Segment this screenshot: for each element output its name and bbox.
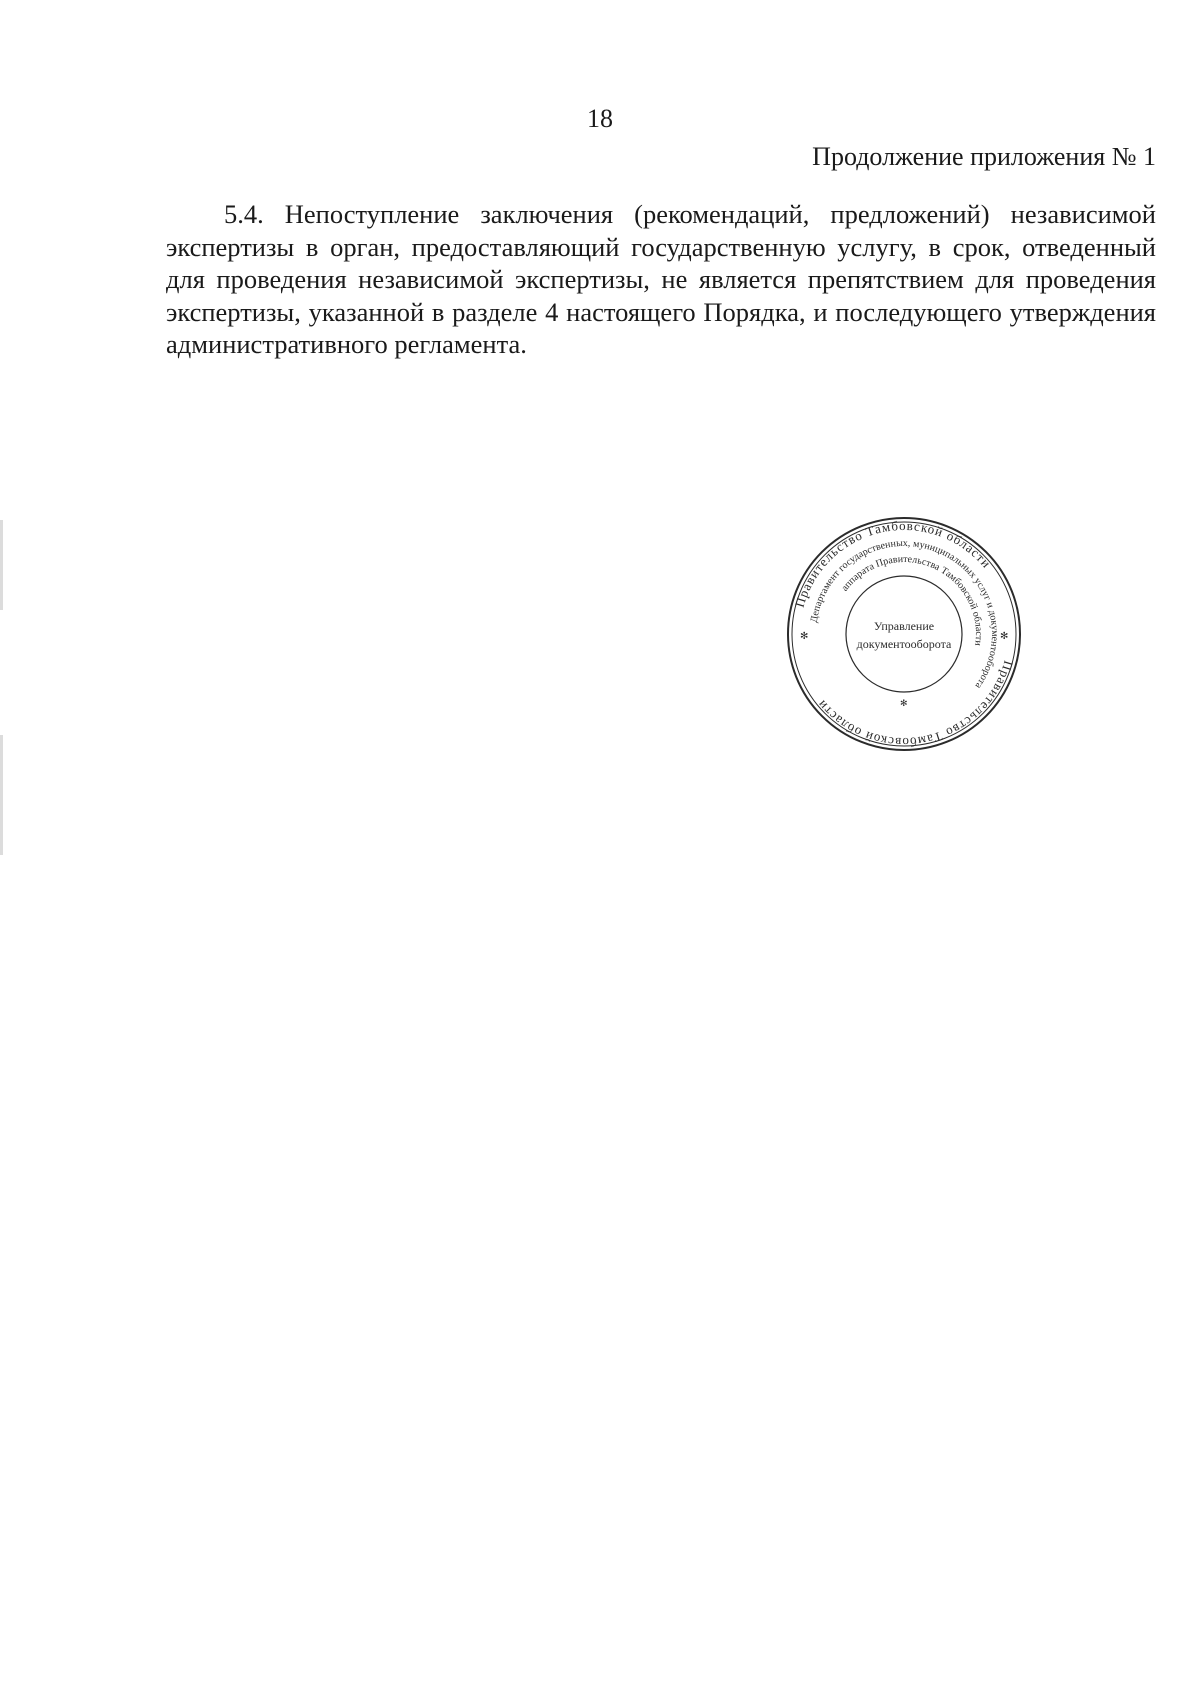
seal-center-line-1: Управление xyxy=(873,619,935,633)
seal-outer-text-bottom: Правительство Тамбовской области xyxy=(813,658,1017,751)
seal-graphic xyxy=(786,516,1022,752)
seal-star-bottom: ✻ xyxy=(900,698,908,708)
seal-inner-text: аппарата Правительства Тамбовской области xyxy=(839,553,985,647)
seal-center-line-2: документооборота xyxy=(856,637,952,651)
seal-outer-text-top: Правительство Тамбовской области xyxy=(791,517,995,610)
seal-star-right: ✻ xyxy=(1000,631,1009,642)
paragraph-5-4: 5.4. Непоступление заключения (рекомендаций, предложений) независимой экспертизы в орган, предоставляющий государственную услугу, в срок, отведенный для проведения независимой экспертизы, не является препятствием для проведения экспертизы, указанной в разделе 4 настоящего Порядка, и последующего утверждения административного регламента. xyxy=(166,199,1156,359)
seal-middle-text: Департамент государственных, муниципальных услуг и документооборота xyxy=(808,537,1001,691)
scan-edge-mark xyxy=(0,520,3,610)
seal-star-left: ✻ xyxy=(800,631,809,642)
page-number: 18 xyxy=(587,104,613,133)
scan-edge-mark xyxy=(0,735,3,855)
official-seal xyxy=(786,516,1022,752)
appendix-note: Продолжение приложения № 1 xyxy=(812,142,1156,171)
